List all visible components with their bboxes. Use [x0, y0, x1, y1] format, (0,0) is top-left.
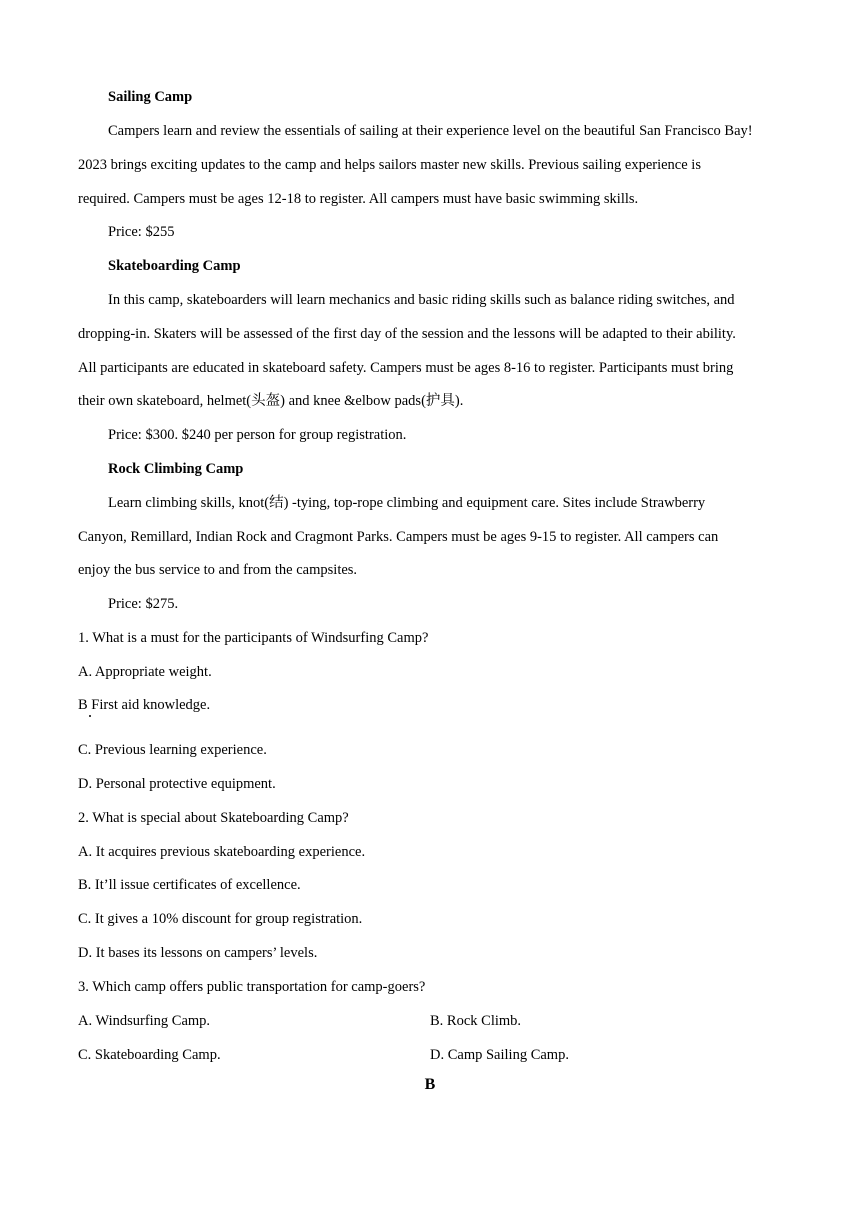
- rock-climbing-camp-body-line: Learn climbing skills, knot(结) -tying, top-rope climbing and equipment care. Sites include Strawberry: [108, 495, 706, 511]
- skateboarding-camp-title: Skateboarding Camp: [108, 258, 241, 274]
- question-3-stem: 3. Which camp offers public transportation for camp-goers?: [78, 979, 426, 995]
- sailing-camp-body-line: Campers learn and review the essentials of sailing at their experience level on the beautiful San Francisco Bay!: [108, 123, 753, 139]
- question-1-option-a: A. Appropriate weight.: [78, 664, 212, 680]
- question-2-option-d: D. It bases its lessons on campers’ levels.: [78, 945, 318, 961]
- question-1-option-b: B First aid knowledge.: [78, 697, 211, 713]
- question-2-option-a: A. It acquires previous skateboarding experience.: [78, 844, 366, 860]
- skateboarding-camp-price: Price: $300. $240 per person for group registration.: [108, 427, 407, 443]
- rock-climbing-camp-title: Rock Climbing Camp: [108, 461, 244, 477]
- sailing-camp-price: Price: $255: [108, 224, 175, 240]
- question-3-option-a: A. Windsurfing Camp.: [78, 1013, 211, 1029]
- question-3-option-c: C. Skateboarding Camp.: [78, 1047, 221, 1063]
- rock-climbing-camp-price: Price: $275.: [108, 596, 179, 612]
- skateboarding-camp-body-line: All participants are educated in skateboard safety. Campers must be ages 8-16 to register. Participants must bring: [78, 360, 734, 376]
- sailing-camp-body-line: required. Campers must be ages 12-18 to register. All campers must have basic swimming skills.: [78, 191, 639, 207]
- section-label: B: [424, 1076, 436, 1093]
- sailing-camp-body-line: 2023 brings exciting updates to the camp and helps sailors master new skills. Previous sailing experience is: [78, 157, 701, 173]
- question-3-option-b: B. Rock Climb.: [430, 1013, 522, 1029]
- question-1-stem: 1. What is a must for the participants of Windsurfing Camp?: [78, 630, 429, 646]
- question-3-option-d: D. Camp Sailing Camp.: [430, 1047, 569, 1063]
- sailing-camp-title: Sailing Camp: [108, 89, 193, 105]
- question-2-option-c: C. It gives a 10% discount for group registration.: [78, 911, 363, 927]
- skateboarding-camp-body-line: dropping-in. Skaters will be assessed of the first day of the session and the lessons will be adapted to their ability.: [78, 326, 736, 342]
- rock-climbing-camp-body-line: enjoy the bus service to and from the campsites.: [78, 562, 358, 578]
- question-1-option-d: D. Personal protective equipment.: [78, 776, 276, 792]
- question-1-option-c: C. Previous learning experience.: [78, 742, 267, 758]
- rock-climbing-camp-body-line: Canyon, Remillard, Indian Rock and Cragmont Parks. Campers must be ages 9-15 to register. All campers can: [78, 529, 719, 545]
- stray-period-mark: [89, 715, 91, 717]
- skateboarding-camp-body-line: their own skateboard, helmet(头盔) and knee &elbow pads(护具).: [78, 393, 464, 409]
- question-2-stem: 2. What is special about Skateboarding Camp?: [78, 810, 349, 826]
- question-2-option-b: B. It’ll issue certificates of excellence.: [78, 877, 301, 893]
- skateboarding-camp-body-line: In this camp, skateboarders will learn mechanics and basic riding skills such as balance riding switches, and: [108, 292, 735, 308]
